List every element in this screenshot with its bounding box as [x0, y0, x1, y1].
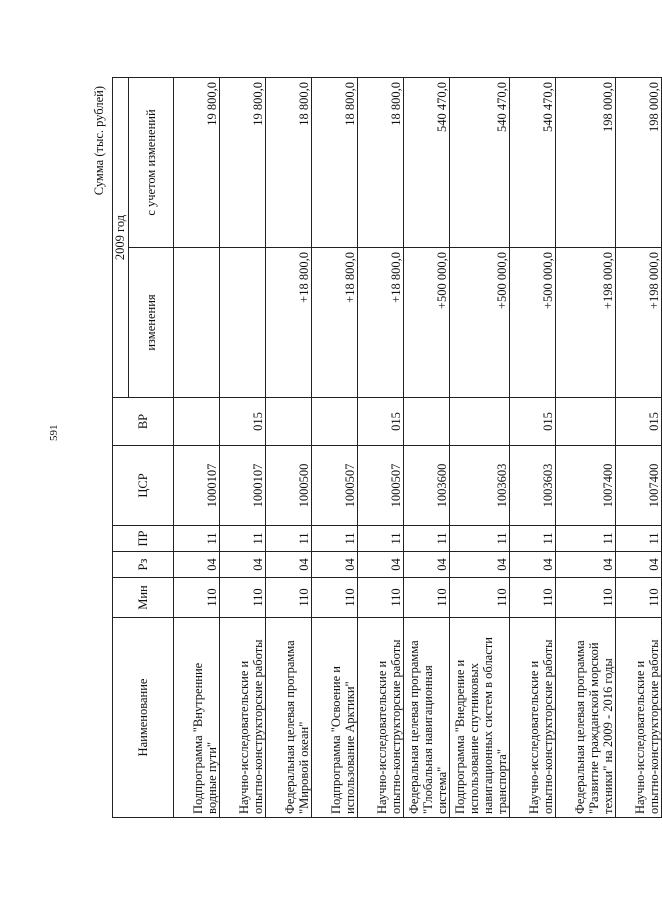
row-pr: 11	[450, 526, 510, 552]
page-number: 591	[48, 424, 60, 441]
row-csr: 1003603	[450, 446, 510, 526]
row-total: 198 000,0	[556, 77, 616, 247]
header-min: Мин	[113, 578, 174, 618]
row-change	[220, 248, 266, 398]
row-name: Подпрограмма "Освоение и использование Арктики"	[312, 618, 358, 818]
row-min: 110	[450, 578, 510, 618]
row-total: 540 470,0	[404, 77, 450, 247]
row-min: 110	[220, 578, 266, 618]
row-pr: 11	[404, 526, 450, 552]
row-name: Научно-исследовательские и опытно-конструкторские работы	[616, 618, 662, 818]
row-vr	[404, 398, 450, 446]
row-change: +500 000,0	[450, 248, 510, 398]
row-vr: 015	[510, 398, 556, 446]
row-rz: 04	[510, 552, 556, 578]
row-min: 110	[266, 578, 312, 618]
row-change	[174, 248, 220, 398]
row-pr: 11	[616, 526, 662, 552]
row-pr: 11	[358, 526, 404, 552]
header-pr: ПР	[113, 526, 174, 552]
row-pr: 11	[174, 526, 220, 552]
row-csr: 1000500	[266, 446, 312, 526]
row-total: 18 800,0	[358, 77, 404, 247]
row-csr: 1000507	[358, 446, 404, 526]
row-total: 198 000,0	[616, 77, 662, 247]
header-name: Наименование	[113, 618, 174, 818]
row-rz: 04	[220, 552, 266, 578]
table-row	[220, 77, 266, 817]
row-total: 18 800,0	[266, 77, 312, 247]
row-min: 110	[510, 578, 556, 618]
header-csr: ЦСР	[113, 446, 174, 526]
row-csr: 1000507	[312, 446, 358, 526]
row-csr: 1003603	[510, 446, 556, 526]
row-vr	[450, 398, 510, 446]
row-rz: 04	[616, 552, 662, 578]
header-rz: Рз	[113, 552, 174, 578]
budget-table	[112, 77, 662, 818]
units-caption: Сумма (тыс. рублей)	[92, 86, 106, 196]
row-vr	[174, 398, 220, 446]
row-total: 540 470,0	[450, 77, 510, 247]
table-row	[450, 77, 510, 817]
header-vr: ВР	[113, 398, 174, 446]
row-name: Федеральная целевая программа "Глобальная навигационная система"	[404, 618, 450, 818]
row-csr: 1007400	[616, 446, 662, 526]
header-changes: изменения	[129, 248, 174, 398]
row-vr: 015	[220, 398, 266, 446]
row-name: Подпрограмма "Внедрение и использование спутниковых навигационных систем в области транспорта"	[450, 618, 510, 818]
row-min: 110	[174, 578, 220, 618]
row-change: +18 800,0	[312, 248, 358, 398]
row-csr: 1000107	[174, 446, 220, 526]
table-row	[510, 77, 556, 817]
table-row	[556, 77, 616, 817]
row-rz: 04	[358, 552, 404, 578]
row-name: Федеральная целевая программа "Развитие гражданской морской техники" на 2009 - 2016 годы	[556, 618, 616, 818]
row-min: 110	[556, 578, 616, 618]
row-change: +198 000,0	[616, 248, 662, 398]
row-csr: 1007400	[556, 446, 616, 526]
row-change: +500 000,0	[510, 248, 556, 398]
table-row	[266, 77, 312, 817]
row-name: Федеральная целевая программа "Мировой океан"	[266, 618, 312, 818]
row-min: 110	[312, 578, 358, 618]
row-rz: 04	[312, 552, 358, 578]
row-change: +18 800,0	[358, 248, 404, 398]
row-rz: 04	[404, 552, 450, 578]
row-change: +18 800,0	[266, 248, 312, 398]
table-row	[404, 77, 450, 817]
row-pr: 11	[556, 526, 616, 552]
row-total: 19 800,0	[220, 77, 266, 247]
row-pr: 11	[220, 526, 266, 552]
row-rz: 04	[174, 552, 220, 578]
row-change: +500 000,0	[404, 248, 450, 398]
row-rz: 04	[266, 552, 312, 578]
header-with-changes: с учетом изменений	[129, 77, 174, 247]
row-min: 110	[616, 578, 662, 618]
row-vr: 015	[616, 398, 662, 446]
row-rz: 04	[556, 552, 616, 578]
row-pr: 11	[312, 526, 358, 552]
row-vr: 015	[358, 398, 404, 446]
row-name: Научно-исследовательские и опытно-конструкторские работы	[510, 618, 556, 818]
table-row	[616, 77, 662, 817]
row-min: 110	[404, 578, 450, 618]
row-pr: 11	[510, 526, 556, 552]
row-pr: 11	[266, 526, 312, 552]
row-csr: 1000107	[220, 446, 266, 526]
row-name: Подпрограмма "Внутренние водные пути"	[174, 618, 220, 818]
row-total: 19 800,0	[174, 77, 220, 247]
row-vr	[266, 398, 312, 446]
header-year: 2009 год	[113, 77, 129, 397]
row-total: 540 470,0	[510, 77, 556, 247]
table-row	[174, 77, 220, 817]
table-row	[312, 77, 358, 817]
row-name: Научно-исследовательские и опытно-конструкторские работы	[220, 618, 266, 818]
row-vr	[312, 398, 358, 446]
table-row	[358, 77, 404, 817]
row-total: 18 800,0	[312, 77, 358, 247]
row-change: +198 000,0	[556, 248, 616, 398]
row-min: 110	[358, 578, 404, 618]
row-vr	[556, 398, 616, 446]
row-name: Научно-исследовательские и опытно-конструкторские работы	[358, 618, 404, 818]
row-csr: 1003600	[404, 446, 450, 526]
row-rz: 04	[450, 552, 510, 578]
budget-sheet	[88, 78, 661, 818]
